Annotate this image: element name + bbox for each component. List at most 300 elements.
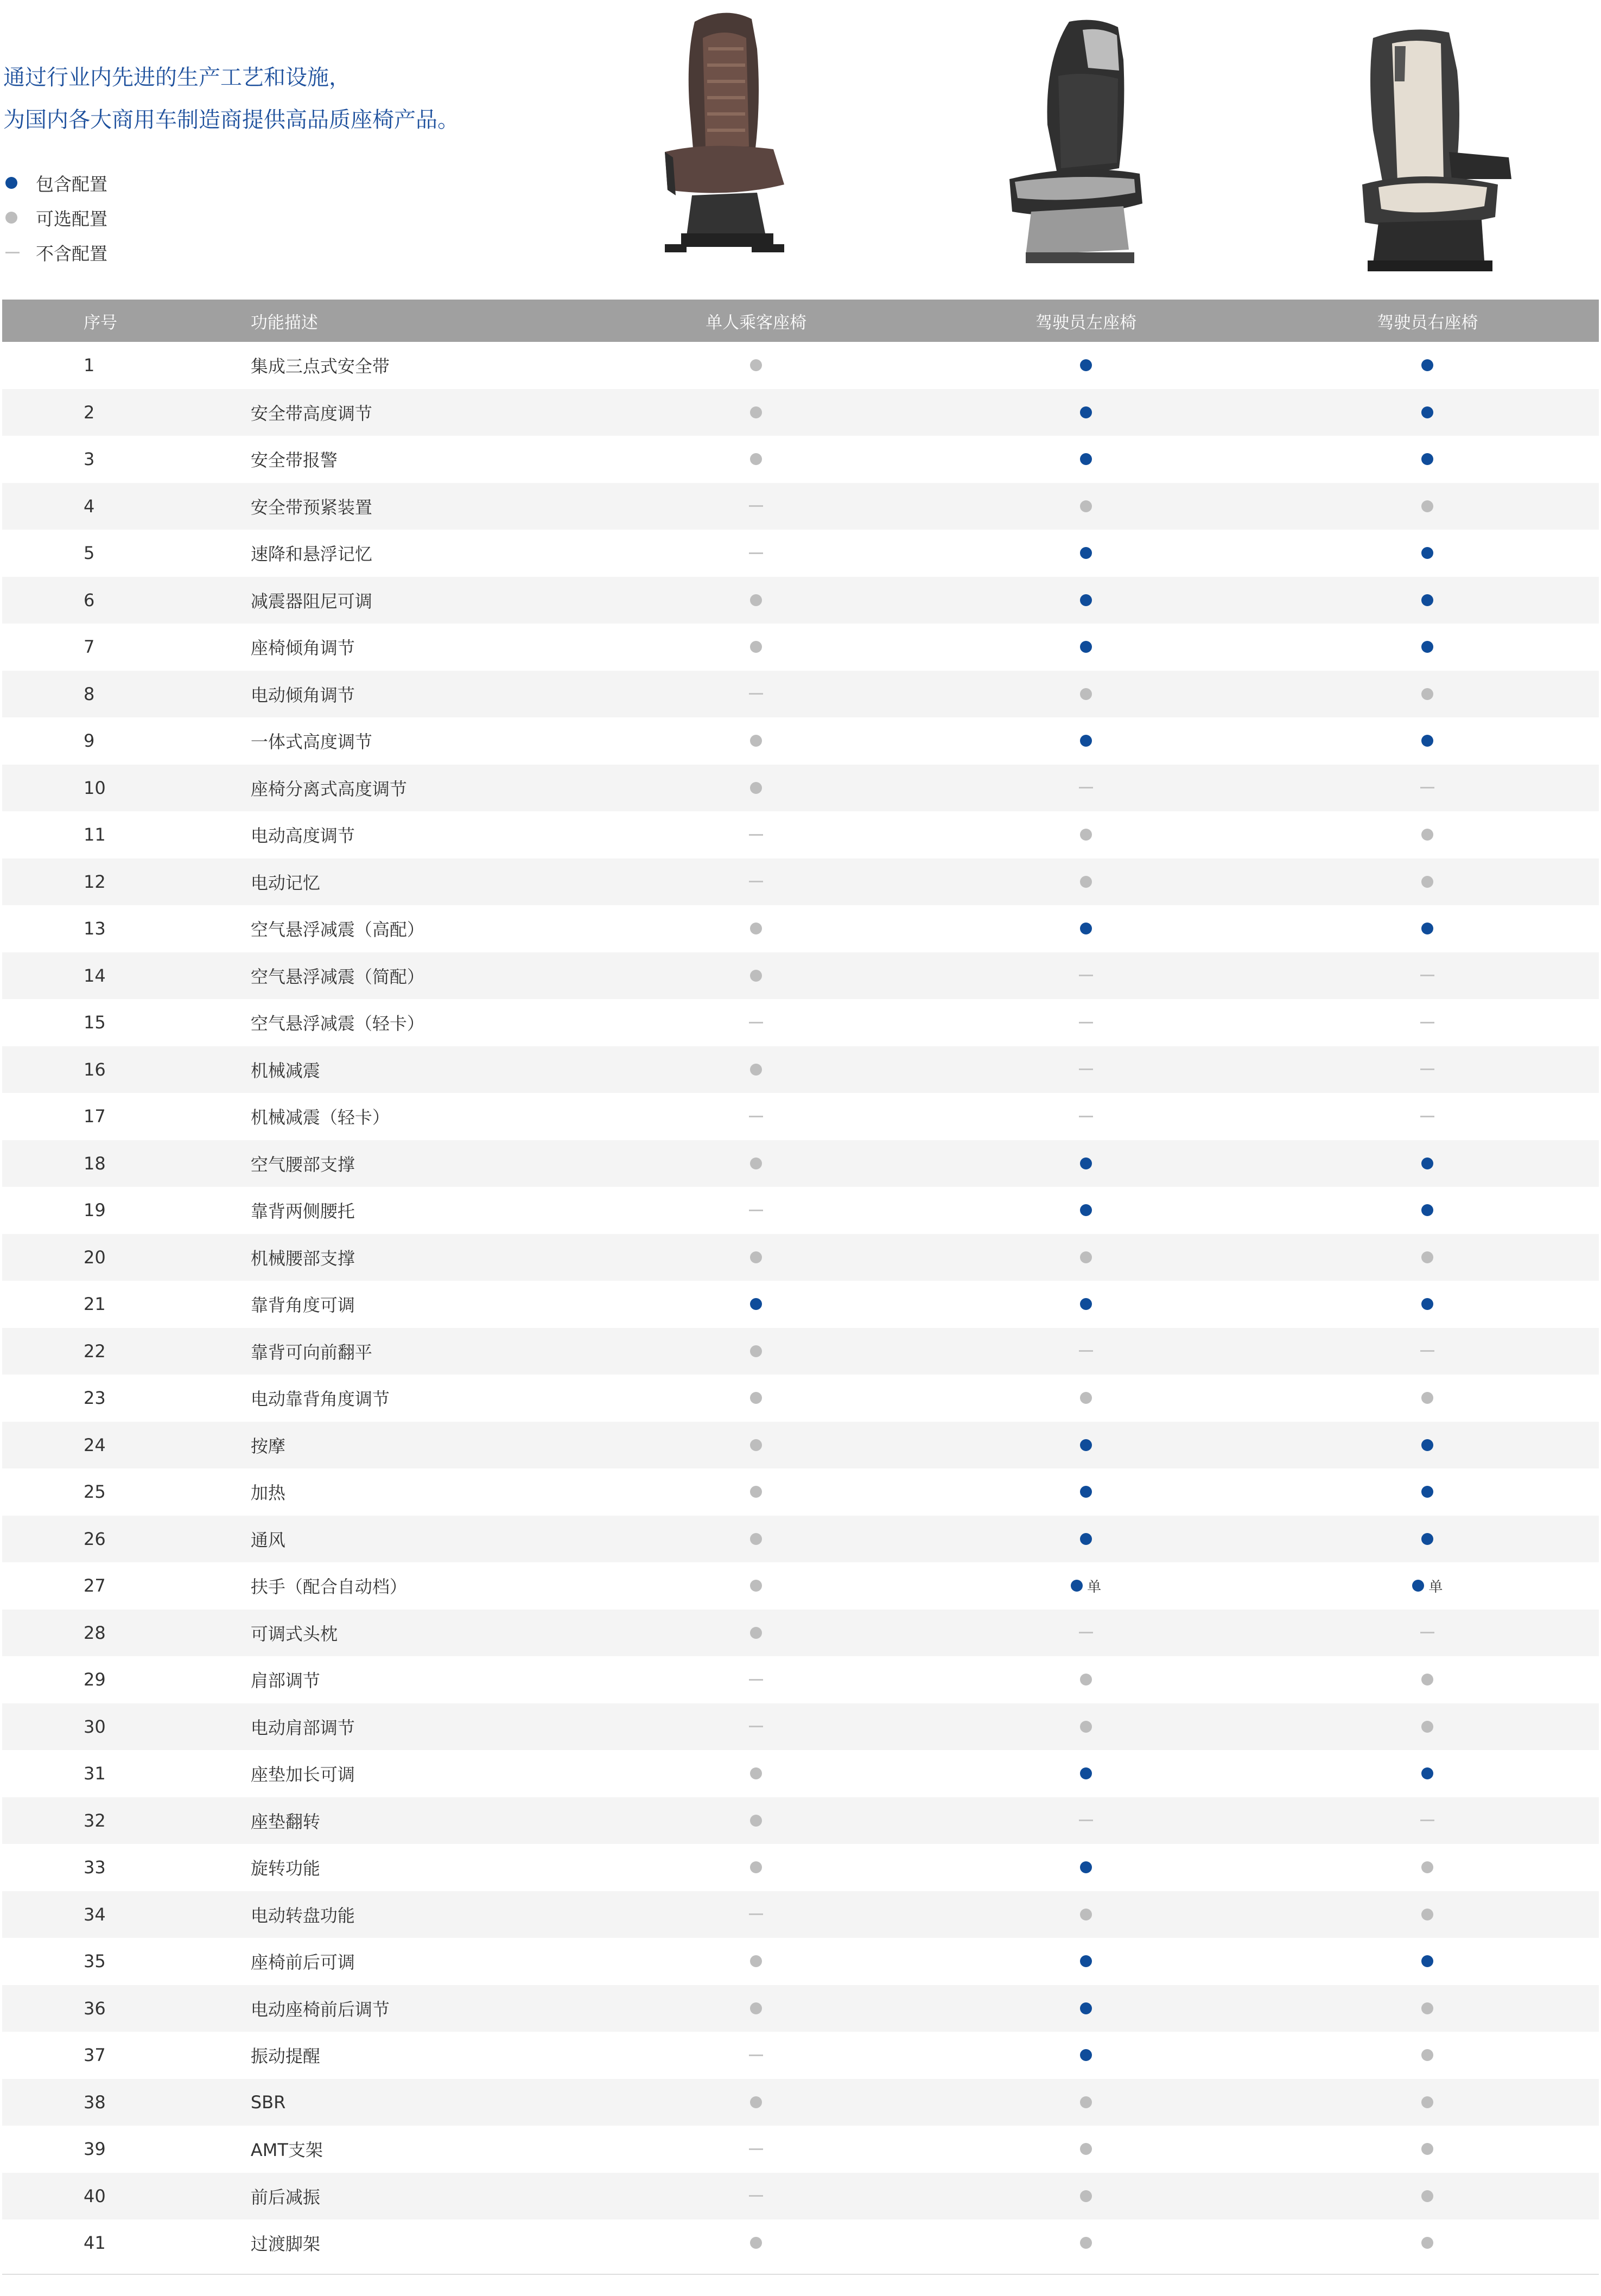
passenger-cell	[596, 2126, 916, 2173]
excluded-dash-icon	[1079, 1022, 1093, 1023]
included-dot-icon	[1080, 1439, 1092, 1451]
included-dot-icon	[1421, 641, 1433, 653]
passenger-cell	[596, 1797, 916, 1845]
passenger-cell	[596, 1750, 916, 1797]
driver-left-cell	[916, 999, 1256, 1046]
optional-dot-icon	[1421, 829, 1433, 841]
legend	[3, 166, 107, 270]
excluded-dash-icon	[749, 2055, 763, 2056]
blue-dot-icon	[5, 175, 26, 191]
passenger-cell	[596, 577, 916, 624]
included-dot-icon	[1421, 735, 1433, 747]
driver-right-cell	[1256, 483, 1599, 530]
driver-right-cell	[1256, 999, 1599, 1046]
passenger-cell	[596, 1938, 916, 1985]
passenger-cell	[596, 1375, 916, 1422]
row-number: 25	[84, 1481, 106, 1503]
row-number: 15	[84, 1012, 106, 1033]
passenger-cell	[596, 858, 916, 906]
excluded-dash-icon	[1420, 787, 1434, 788]
feature-description: 可调式头枕	[250, 1623, 338, 1644]
excluded-dash-icon	[1079, 1632, 1093, 1633]
table-row	[2, 1468, 1599, 1516]
driver-left-cell	[916, 342, 1256, 389]
feature-description: 通风	[250, 1529, 285, 1550]
table-row	[2, 811, 1599, 858]
optional-dot-icon	[1421, 1251, 1433, 1263]
driver-right-cell	[1256, 2219, 1599, 2267]
feature-description: 电动肩部调节	[250, 1717, 355, 1738]
optional-dot-icon	[750, 1533, 762, 1545]
excluded-dash-icon	[1079, 1116, 1093, 1117]
feature-description: 肩部调节	[250, 1670, 320, 1691]
table-row	[2, 577, 1599, 624]
driver-left-cell	[916, 765, 1256, 812]
feature-description: 座椅倾角调节	[250, 638, 355, 659]
table-row	[2, 1610, 1599, 1657]
driver-left-cell	[916, 1938, 1256, 1985]
feature-description: 靠背两侧腰托	[250, 1201, 355, 1222]
driver-left-cell	[916, 2219, 1256, 2267]
optional-dot-icon	[750, 2237, 762, 2249]
passenger-cell	[596, 1610, 916, 1657]
driver-left-cell	[916, 1610, 1256, 1657]
passenger-cell	[596, 1562, 916, 1610]
excluded-dash-icon	[749, 1210, 763, 1211]
passenger-cell	[596, 1703, 916, 1751]
row-number: 36	[84, 1998, 106, 2019]
driver-left-cell	[916, 1187, 1256, 1234]
included-dot-icon	[1421, 1486, 1433, 1498]
included-dot-icon	[1080, 359, 1092, 371]
driver-right-cell	[1256, 1562, 1599, 1610]
driver-left-cell	[916, 1140, 1256, 1187]
row-number: 4	[84, 495, 95, 517]
optional-dot-icon	[750, 406, 762, 418]
optional-dot-icon	[750, 453, 762, 465]
driver-left-cell	[916, 717, 1256, 765]
driver-right-cell	[1256, 577, 1599, 624]
excluded-dash-icon	[1420, 975, 1434, 976]
feature-description: 靠背可向前翻平	[250, 1341, 372, 1363]
feature-description: 靠背角度可调	[250, 1295, 355, 1316]
excluded-dash-icon	[1079, 1820, 1093, 1821]
passenger-cell	[596, 1046, 916, 1093]
driver-right-cell	[1256, 1985, 1599, 2032]
optional-dot-icon	[1080, 500, 1092, 512]
driver-right-cell	[1256, 2126, 1599, 2173]
included-dot-icon	[1421, 1439, 1433, 1451]
optional-dot-icon	[1080, 829, 1092, 841]
table-body	[2, 342, 1599, 2267]
feature-description: 座垫翻转	[250, 1811, 320, 1832]
included-dot-icon	[1080, 641, 1092, 653]
excluded-dash-icon	[1420, 1632, 1434, 1633]
row-number: 12	[84, 871, 106, 892]
header-driver-left: 驾驶员左座椅	[1035, 313, 1137, 333]
row-number: 33	[84, 1857, 106, 1878]
optional-dot-icon	[750, 1486, 762, 1498]
table-row	[2, 1093, 1599, 1140]
driver-right-cell	[1256, 2032, 1599, 2079]
cell-note: 单	[1087, 1579, 1102, 1595]
optional-dot-icon	[750, 1767, 762, 1779]
included-dot-icon	[1080, 594, 1092, 606]
optional-dot-icon	[750, 1251, 762, 1263]
optional-dot-icon	[1421, 1861, 1433, 1873]
feature-description: 电动转盘功能	[250, 1905, 355, 1926]
feature-description: 空气悬浮减震（简配）	[250, 966, 424, 987]
optional-dot-icon	[750, 594, 762, 606]
table-row	[2, 1656, 1599, 1703]
table-row	[2, 436, 1599, 483]
optional-dot-icon	[750, 1439, 762, 1451]
table-row	[2, 765, 1599, 812]
feature-table	[2, 300, 1599, 2267]
table-row	[2, 999, 1599, 1046]
driver-left-cell	[916, 2126, 1256, 2173]
driver-right-cell	[1256, 1516, 1599, 1563]
feature-description: AMT支架	[250, 2140, 323, 2161]
feature-description: 扶手（配合自动档）	[250, 1576, 407, 1598]
excluded-dash-icon	[749, 1679, 763, 1681]
included-dot-icon	[1421, 923, 1433, 934]
driver-right-cell	[1256, 624, 1599, 671]
driver-left-cell	[916, 624, 1256, 671]
table-row	[2, 1985, 1599, 2032]
header-no: 序号	[84, 313, 117, 333]
passenger-cell	[596, 999, 916, 1046]
driver-right-cell	[1256, 1468, 1599, 1516]
optional-dot-icon	[750, 1580, 762, 1592]
excluded-dash-icon	[749, 1022, 763, 1023]
driver-right-cell	[1256, 2173, 1599, 2220]
excluded-dash-icon	[749, 2148, 763, 2150]
driver-right-cell	[1256, 1703, 1599, 1751]
feature-description: 安全带高度调节	[250, 403, 372, 424]
feature-description: 机械减震（轻卡）	[250, 1107, 390, 1128]
row-number: 20	[84, 1246, 106, 1268]
legend-item-optional	[3, 200, 107, 235]
row-number: 8	[84, 683, 95, 704]
optional-dot-icon	[750, 1815, 762, 1827]
driver-left-cell	[916, 905, 1256, 952]
driver-right-cell	[1256, 1187, 1599, 1234]
row-number: 17	[84, 1106, 106, 1127]
optional-dot-icon	[1421, 1674, 1433, 1686]
optional-dot-icon	[750, 970, 762, 982]
driver-right-cell	[1256, 1797, 1599, 1845]
driver-right-cell	[1256, 530, 1599, 577]
feature-description: 空气腰部支撑	[250, 1154, 355, 1175]
optional-dot-icon	[1421, 2143, 1433, 2155]
table-row	[2, 530, 1599, 577]
included-dot-icon	[750, 1298, 762, 1310]
passenger-cell	[596, 624, 916, 671]
feature-description: 空气悬浮减震（高配）	[250, 919, 424, 940]
feature-description: 按摩	[250, 1435, 285, 1457]
table-row	[2, 2219, 1599, 2267]
table-row	[2, 1046, 1599, 1093]
driver-left-cell	[916, 2032, 1256, 2079]
intro-line-2: 为国内各大商用车制造商提供高品质座椅产品。	[3, 107, 459, 132]
passenger-cell	[596, 1422, 916, 1469]
excluded-dash-icon	[749, 881, 763, 882]
excluded-dash-icon	[1420, 1069, 1434, 1070]
table-row	[2, 905, 1599, 952]
included-dot-icon	[1421, 594, 1433, 606]
passenger-cell	[596, 952, 916, 1000]
included-dot-icon	[1080, 1533, 1092, 1545]
passenger-cell	[596, 1140, 916, 1187]
included-dot-icon	[1080, 1861, 1092, 1873]
optional-dot-icon	[750, 2002, 762, 2014]
feature-description: 机械减震	[250, 1060, 320, 1081]
row-number: 14	[84, 965, 106, 986]
dash-icon	[5, 244, 26, 260]
driver-left-cell	[916, 389, 1256, 436]
feature-description: 电动高度调节	[250, 825, 355, 847]
row-number: 5	[84, 543, 95, 564]
passenger-cell	[596, 342, 916, 389]
included-dot-icon	[1080, 1298, 1092, 1310]
table-row	[2, 2126, 1599, 2173]
table-row	[2, 389, 1599, 436]
driver-left-cell	[916, 1703, 1256, 1751]
table-row	[2, 1703, 1599, 1751]
feature-description: 减震器阻尼可调	[250, 590, 372, 612]
driver-right-cell	[1256, 952, 1599, 1000]
table-row	[2, 1516, 1599, 1563]
passenger-cell	[596, 2032, 916, 2079]
included-dot-icon	[1421, 1298, 1433, 1310]
table-row	[2, 858, 1599, 906]
header-passenger: 单人乘客座椅	[706, 313, 807, 333]
driver-left-cell	[916, 1844, 1256, 1891]
included-dot-icon	[1421, 1767, 1433, 1779]
passenger-cell	[596, 1891, 916, 1938]
optional-dot-icon	[750, 1955, 762, 1967]
row-number: 2	[84, 402, 95, 423]
row-number: 1	[84, 355, 95, 376]
excluded-dash-icon	[1079, 1350, 1093, 1352]
excluded-dash-icon	[1079, 975, 1093, 976]
driver-left-cell	[916, 577, 1256, 624]
feature-description: 电动倾角调节	[250, 684, 355, 705]
table-row	[2, 1844, 1599, 1891]
optional-dot-icon	[1080, 2190, 1092, 2202]
feature-description: 前后减振	[250, 2186, 320, 2208]
excluded-dash-icon	[749, 693, 763, 695]
included-dot-icon	[1080, 547, 1092, 559]
optional-dot-icon	[1421, 1392, 1433, 1404]
included-dot-icon	[1080, 1767, 1092, 1779]
row-number: 31	[84, 1763, 106, 1784]
table-row	[2, 2079, 1599, 2126]
driver-right-cell	[1256, 858, 1599, 906]
feature-description: 安全带预紧装置	[250, 497, 372, 518]
optional-dot-icon	[1080, 688, 1092, 700]
row-number: 22	[84, 1340, 106, 1362]
driver-right-cell	[1256, 1750, 1599, 1797]
driver-right-cell	[1256, 1422, 1599, 1469]
feature-description: 机械腰部支撑	[250, 1248, 355, 1269]
passenger-cell	[596, 765, 916, 812]
feature-description: 座椅前后可调	[250, 1952, 355, 1973]
row-number: 10	[84, 777, 106, 798]
driver-right-cell	[1256, 1938, 1599, 1985]
excluded-dash-icon	[749, 1726, 763, 1727]
driver-left-cell	[916, 1375, 1256, 1422]
driver-right-cell	[1256, 1234, 1599, 1281]
optional-dot-icon	[750, 782, 762, 794]
optional-dot-icon	[750, 1627, 762, 1639]
optional-dot-icon	[1421, 2049, 1433, 2061]
included-dot-icon	[1080, 2049, 1092, 2061]
optional-dot-icon	[1080, 1909, 1092, 1920]
legend-item-included	[3, 166, 107, 200]
passenger-cell	[596, 1985, 916, 2032]
row-number: 32	[84, 1810, 106, 1831]
legend-label-excluded: 不含配置	[36, 243, 107, 264]
excluded-dash-icon	[749, 1116, 763, 1117]
passenger-cell	[596, 717, 916, 765]
excluded-dash-icon	[1420, 1820, 1434, 1821]
row-number: 39	[84, 2139, 106, 2160]
table-row	[2, 1891, 1599, 1938]
driver-left-cell	[916, 1516, 1256, 1563]
included-dot-icon	[1080, 1955, 1092, 1967]
optional-dot-icon	[1421, 2002, 1433, 2014]
optional-dot-icon	[1080, 2237, 1092, 2249]
included-dot-icon	[1080, 923, 1092, 934]
driver-left-cell	[916, 436, 1256, 483]
row-number: 3	[84, 449, 95, 470]
driver-left-cell	[916, 811, 1256, 858]
optional-dot-icon	[750, 641, 762, 653]
optional-dot-icon	[1421, 876, 1433, 888]
optional-dot-icon	[750, 1157, 762, 1169]
feature-description: 一体式高度调节	[250, 732, 372, 753]
driver-right-cell	[1256, 1328, 1599, 1375]
optional-dot-icon	[1421, 688, 1433, 700]
row-number: 38	[84, 2091, 106, 2113]
table-row	[2, 1375, 1599, 1422]
optional-dot-icon	[1421, 1909, 1433, 1920]
optional-dot-icon	[1080, 1721, 1092, 1733]
driver-left-cell	[916, 1891, 1256, 1938]
driver-right-cell	[1256, 1844, 1599, 1891]
driver-left-cell	[916, 1093, 1256, 1140]
row-number: 7	[84, 637, 95, 658]
driver-left-cell	[916, 1562, 1256, 1610]
optional-dot-icon	[1421, 1721, 1433, 1733]
driver-right-cell	[1256, 1093, 1599, 1140]
row-number: 35	[84, 1951, 106, 1972]
table-row	[2, 1187, 1599, 1234]
feature-description: 电动记忆	[250, 872, 320, 893]
passenger-cell	[596, 1234, 916, 1281]
driver-right-cell	[1256, 1891, 1599, 1938]
passenger-cell	[596, 671, 916, 718]
table-row	[2, 1562, 1599, 1610]
driver-left-cell	[916, 1750, 1256, 1797]
optional-dot-icon	[1080, 876, 1092, 888]
driver-right-cell	[1256, 1281, 1599, 1328]
feature-description: 加热	[250, 1483, 285, 1504]
row-number: 27	[84, 1575, 106, 1597]
optional-dot-icon	[1080, 2143, 1092, 2155]
table-row	[2, 1328, 1599, 1375]
driver-left-cell	[916, 2079, 1256, 2126]
driver-left-cell	[916, 1468, 1256, 1516]
legend-label-included: 包含配置	[36, 173, 107, 195]
driver-left-cell	[916, 1281, 1256, 1328]
row-number: 41	[84, 2233, 106, 2254]
passenger-cell	[596, 530, 916, 577]
passenger-cell	[596, 1281, 916, 1328]
legend-label-optional: 可选配置	[36, 208, 107, 230]
passenger-cell	[596, 1328, 916, 1375]
included-dot-icon	[1080, 453, 1092, 465]
driver-right-cell	[1256, 905, 1599, 952]
table-row	[2, 624, 1599, 671]
row-number: 24	[84, 1434, 106, 1455]
row-number: 34	[84, 1904, 106, 1925]
excluded-dash-icon	[749, 1913, 763, 1915]
driver-left-cell	[916, 530, 1256, 577]
driver-right-cell	[1256, 765, 1599, 812]
table-row	[2, 717, 1599, 765]
optional-dot-icon	[1421, 2190, 1433, 2202]
driver-right-cell	[1256, 1375, 1599, 1422]
feature-description: 安全带报警	[250, 450, 338, 471]
excluded-dash-icon	[749, 505, 763, 507]
row-number: 13	[84, 918, 106, 939]
feature-description: 座垫加长可调	[250, 1764, 355, 1785]
table-header	[2, 300, 1599, 342]
row-number: 21	[84, 1294, 106, 1315]
driver-left-cell	[916, 671, 1256, 718]
optional-dot-icon	[750, 2096, 762, 2108]
driver-right-cell	[1256, 342, 1599, 389]
passenger-cell	[596, 1468, 916, 1516]
excluded-dash-icon	[1420, 1350, 1434, 1352]
optional-dot-icon	[750, 1392, 762, 1404]
passenger-seat-image	[643, 5, 806, 271]
passenger-cell	[596, 2173, 916, 2220]
driver-left-cell	[916, 483, 1256, 530]
driver-left-cell	[916, 1985, 1256, 2032]
feature-description: 空气悬浮减震（轻卡）	[250, 1013, 424, 1034]
excluded-dash-icon	[749, 552, 763, 554]
row-number: 18	[84, 1153, 106, 1174]
included-dot-icon	[1421, 406, 1433, 418]
included-dot-icon	[1080, 1204, 1092, 1216]
passenger-cell	[596, 1656, 916, 1703]
row-number: 26	[84, 1528, 106, 1549]
included-dot-icon	[1080, 1486, 1092, 1498]
included-dot-icon	[1421, 1955, 1433, 1967]
row-number: 19	[84, 1200, 106, 1221]
excluded-dash-icon	[1079, 787, 1093, 788]
driver-right-cell	[1256, 1140, 1599, 1187]
driver-left-cell	[916, 952, 1256, 1000]
optional-dot-icon	[750, 923, 762, 934]
included-dot-icon	[1080, 735, 1092, 747]
bottom-divider	[2, 2274, 1599, 2275]
feature-description: SBR	[250, 2091, 286, 2113]
